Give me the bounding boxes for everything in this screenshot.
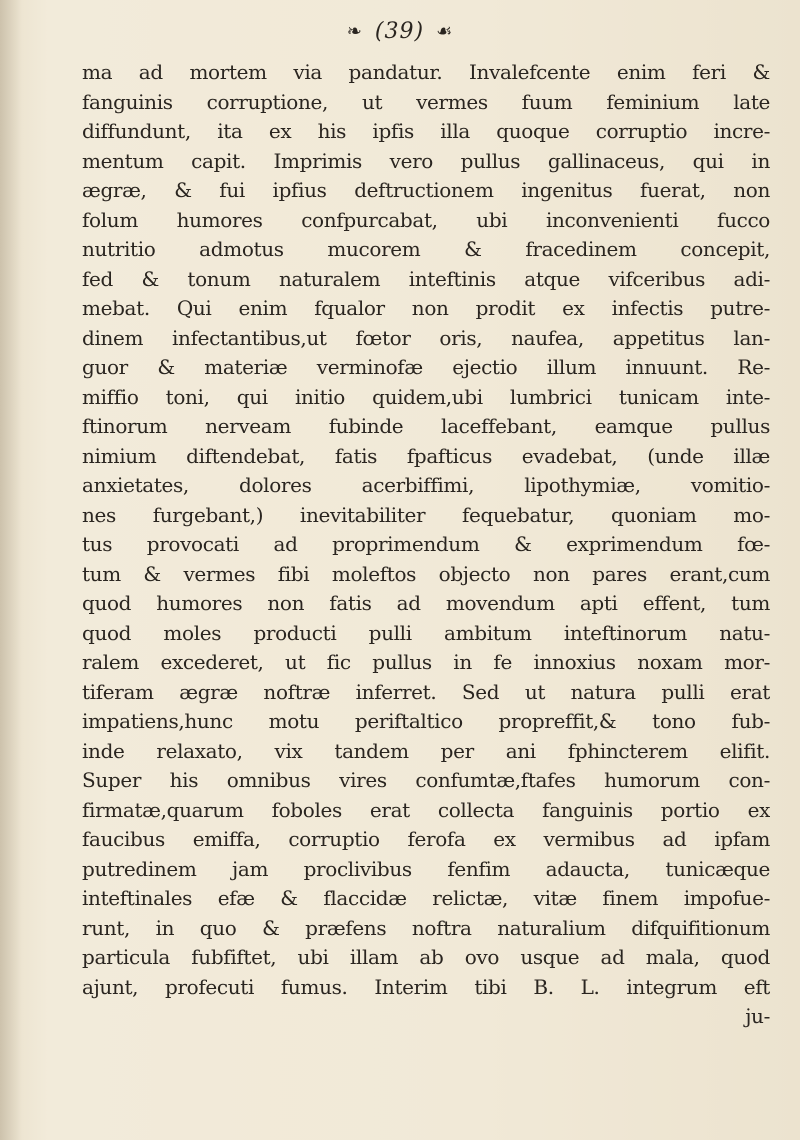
text-line: tiferam ægræ noftræ inferret. Sed ut natura pulli erat — [82, 679, 770, 704]
binding-shadow — [0, 0, 22, 1140]
text-line: particula fubfiftet, ubi illam ab ovo usque ad mala, quod — [82, 945, 770, 969]
text-line: ju- — [745, 1004, 770, 1028]
text-line: fanguinis corruptione, ut vermes fuum feminium late — [82, 89, 770, 114]
text-line: mebat. Qui enim fqualor non prodit ex infectis putre- — [82, 296, 770, 320]
text-line: fed & tonum naturalem inteftinis atque vifceribus adi- — [82, 266, 770, 291]
text-line: nutritio admotus mucorem & fracedinem concepit, — [82, 237, 770, 261]
text-line: firmatæ,quarum foboles erat collecta fanguinis portio ex — [82, 797, 770, 822]
right-ornament-icon: ☙ — [436, 20, 454, 42]
text-line: ralem excederet, ut fic pullus in fe innoxius noxam mor- — [82, 650, 770, 674]
text-line: quod humores non fatis ad movendum apti effent, tum — [82, 591, 770, 615]
text-line: dinem infectantibus,ut fœtor oris, naufea, appetitus lan- — [82, 325, 770, 350]
text-line: inteftinales efæ & flaccidæ relictæ, vitæ finem impofue- — [82, 886, 770, 910]
left-ornament-icon: ❧ — [346, 20, 363, 42]
text-line: ægræ, & fui ipfius deftructionem ingenitus fuerat, non — [82, 178, 770, 202]
text-line: impatiens,hunc motu periftaltico propreffit,& tono fub- — [82, 709, 770, 733]
page-number: (39) — [374, 18, 425, 44]
text-line: anxietates, dolores acerbiffimi, lipothymiæ, vomitio- — [82, 473, 770, 497]
text-line: miffio toni, qui initio quidem,ubi lumbrici tunicam inte- — [82, 384, 770, 409]
text-line: tum & vermes fibi moleftos objecto non pares erant,cum — [82, 561, 770, 586]
text-line: putredinem jam proclivibus fenfim adaucta, tunicæque — [82, 856, 770, 881]
text-line: ma ad mortem via pandatur. Invalefcente enim feri & — [82, 60, 770, 84]
text-line: nes furgebant,) inevitabiliter fequebatur, quoniam mo- — [82, 502, 770, 527]
text-line: quod moles producti pulli ambitum inteftinorum natu- — [82, 620, 770, 645]
text-line: ajunt, profecuti fumus. Interim tibi B. L. integrum eft — [82, 974, 770, 999]
text-line: tus provocati ad proprimendum & exprimendum fœ- — [82, 532, 770, 556]
text-line: ftinorum nerveam fubinde laceffebant, eamque pullus — [82, 414, 770, 438]
text-line: folum humores confpurcabat, ubi inconvenienti fucco — [82, 207, 770, 232]
text-line: faucibus emiffa, corruptio ferofa ex vermibus ad ipfam — [82, 827, 770, 851]
text-line: nimium diftendebat, fatis fpafticus evadebat, (unde illæ — [82, 443, 770, 468]
page-header — [0, 18, 800, 48]
text-line: diffundunt, ita ex his ipfis illa quoque corruptio incre- — [82, 119, 770, 143]
text-line: mentum capit. Imprimis vero pullus gallinaceus, qui in — [82, 148, 770, 173]
text-line: inde relaxato, vix tandem per ani fphincterem elifit. — [82, 738, 770, 763]
text-line: Super his omnibus vires confumtæ,ftafes humorum con- — [82, 768, 770, 792]
text-line: guor & materiæ verminofæ ejectio illum innuunt. Re- — [82, 355, 770, 379]
text-line: runt, in quo & præfens noftra naturalium difquifitionum — [82, 915, 770, 940]
body-text — [82, 58, 770, 1032]
